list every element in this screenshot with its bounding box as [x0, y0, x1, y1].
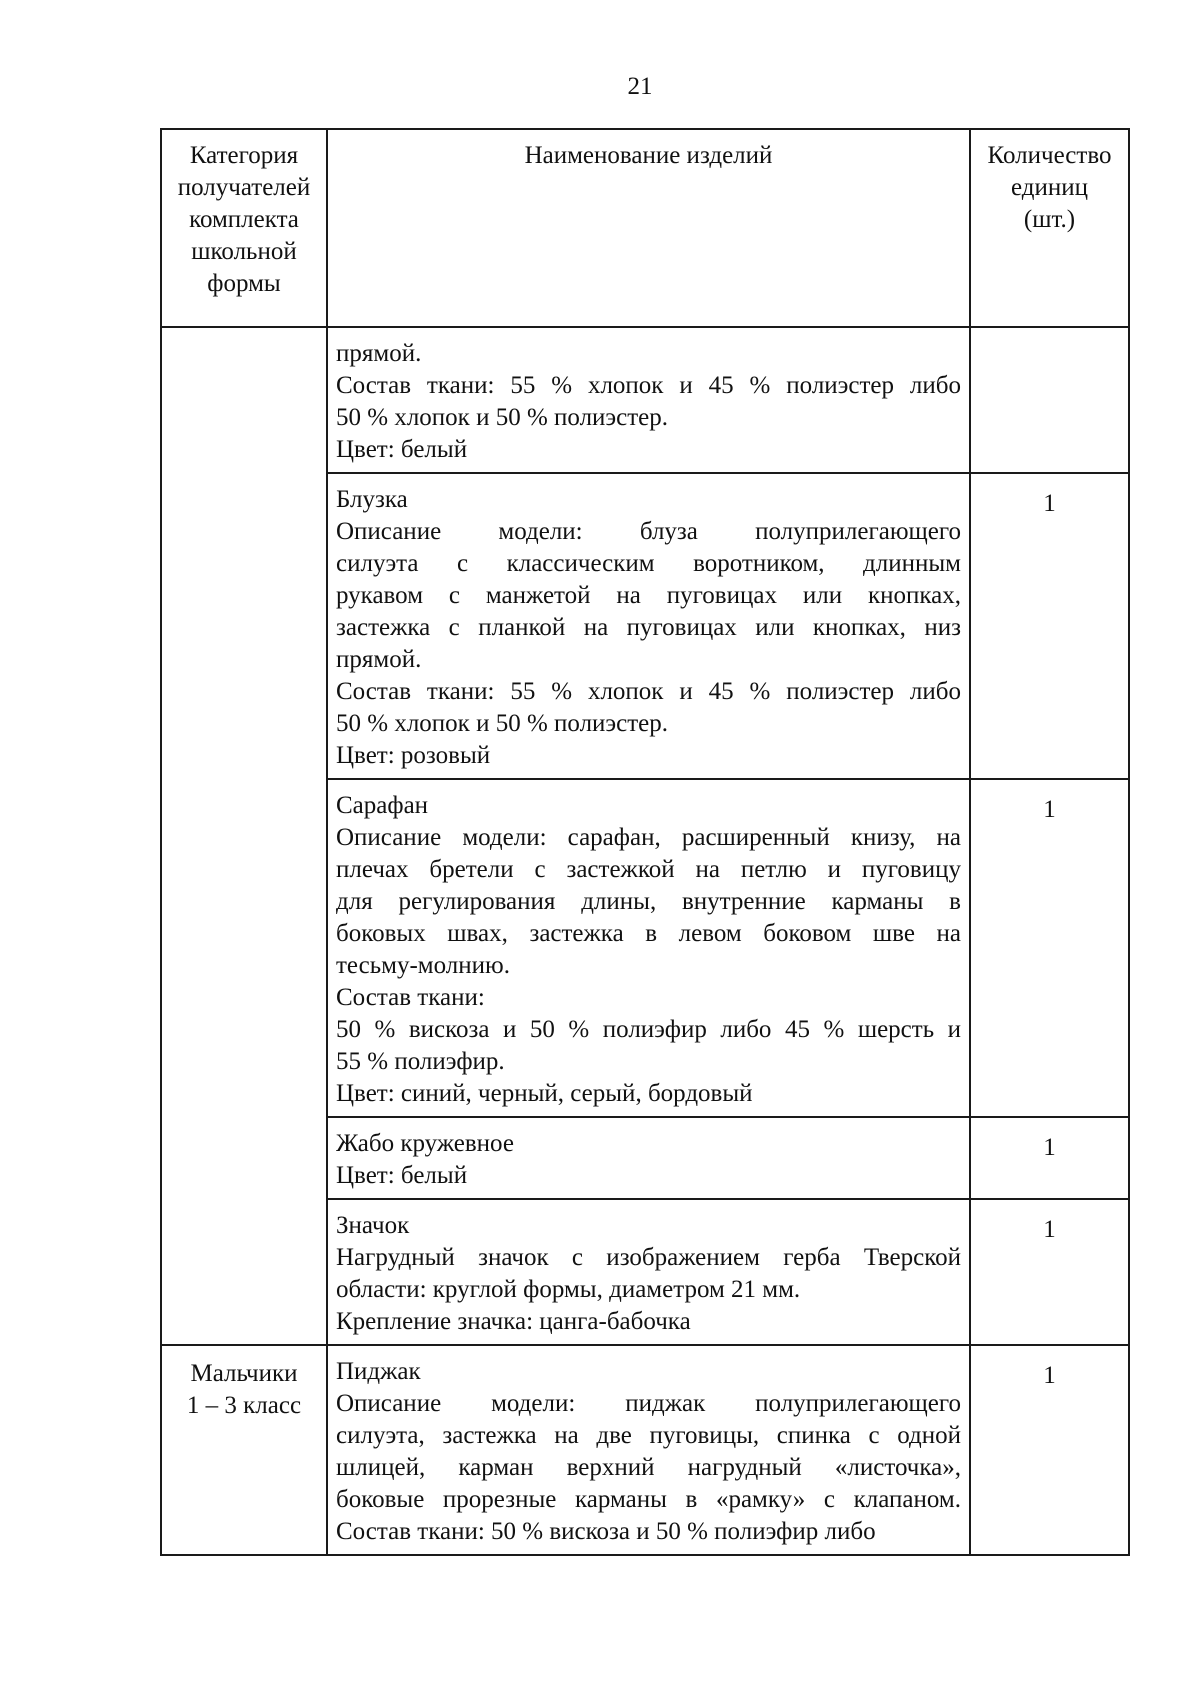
- page-number: 21: [627, 73, 653, 100]
- table-body: [161, 327, 1129, 1555]
- quantity-cell: [970, 327, 1129, 473]
- description-line: рукавом с манжетой на пуговицах или кнопках,: [336, 582, 961, 609]
- description-line: Цвет: синий, черный, серый, бордовый: [336, 1080, 753, 1107]
- description-line: Состав ткани: 50 % вискоза и 50 % полиэфир либо: [336, 1518, 876, 1545]
- description-line: силуэта, застежка на две пуговицы, спинка с одной: [336, 1422, 961, 1449]
- description-line: Пиджак: [336, 1358, 421, 1385]
- quantity-cell: 1: [970, 473, 1129, 779]
- header-quantity: [970, 129, 1129, 327]
- header-quantity-line: (шт.): [1023, 206, 1076, 233]
- header-name-text: Наименование изделий: [524, 142, 773, 169]
- description-line: Значок: [336, 1212, 410, 1239]
- description-line: боковые прорезные карманы в «рамку» с клапаном.: [336, 1486, 961, 1513]
- category-line: 1 – 3 класс: [186, 1392, 302, 1419]
- header-name: [327, 129, 970, 327]
- item-description-cell: [327, 1345, 970, 1555]
- item-description-cell: [327, 327, 970, 473]
- table-row: [161, 1345, 1129, 1555]
- description-line: Жабо кружевное: [336, 1130, 514, 1157]
- header-category-line: формы: [207, 270, 281, 297]
- header-category-line: получателей: [177, 174, 311, 201]
- table-header-row: [161, 129, 1129, 327]
- description-line: Состав ткани:: [336, 984, 485, 1011]
- description-line: Описание модели: сарафан, расширенный книзу, на: [336, 824, 961, 851]
- description-line: Нагрудный значок с изображением герба Тверской: [336, 1244, 961, 1271]
- description-line: Цвет: розовый: [336, 742, 491, 769]
- description-line: Описание модели: пиджак полуприлегающего: [336, 1390, 961, 1417]
- header-category-line: комплекта: [189, 206, 299, 233]
- description-line: шлицей, карман верхний нагрудный «листочка»,: [336, 1454, 961, 1481]
- description-line: Описание модели: блуза полуприлегающего: [336, 518, 961, 545]
- description-line: 50 % хлопок и 50 % полиэстер.: [336, 710, 669, 737]
- description-line: застежка с планкой на пуговицах или кнопках, низ: [336, 614, 961, 641]
- description-line: тесьму-молнию.: [336, 952, 510, 979]
- description-line: Крепление значка: цанга-бабочка: [336, 1308, 691, 1335]
- description-line: боковых швах, застежка в левом боковом шве на: [336, 920, 961, 947]
- description-line: силуэта с классическим воротником, длинным: [336, 550, 961, 577]
- description-line: Блузка: [336, 486, 408, 513]
- table-row: [161, 327, 1129, 473]
- description-line: для регулирования длины, внутренние карманы в: [336, 888, 961, 915]
- header-quantity-line: единиц: [1010, 174, 1088, 201]
- description-line: области: круглой формы, диаметром 21 мм.: [336, 1276, 801, 1303]
- description-line: Сарафан: [336, 792, 429, 819]
- item-description-cell: [327, 779, 970, 1117]
- description-line: плечах бретели с застежкой на петлю и пуговицу: [336, 856, 961, 883]
- category-cell: [161, 327, 327, 1345]
- description-line: 50 % вискоза и 50 % полиэфир либо 45 % шерсть и: [336, 1016, 961, 1043]
- description-line: прямой.: [336, 340, 422, 367]
- header-category-line: Категория: [189, 142, 299, 169]
- goods-table: [160, 128, 1130, 1556]
- item-description-cell: [327, 1199, 970, 1345]
- description-line: 50 % хлопок и 50 % полиэстер.: [336, 404, 669, 431]
- category-line: Мальчики: [190, 1360, 298, 1387]
- header-category: [161, 129, 327, 327]
- category-cell: [161, 1345, 327, 1555]
- header-category-line: школьной: [191, 238, 297, 265]
- description-line: Цвет: белый: [336, 436, 468, 463]
- quantity-cell: 1: [970, 779, 1129, 1117]
- description-line: прямой.: [336, 646, 422, 673]
- description-line: 55 % полиэфир.: [336, 1048, 505, 1075]
- description-line: Состав ткани: 55 % хлопок и 45 % полиэстер либо: [336, 678, 961, 705]
- quantity-cell: 1: [970, 1199, 1129, 1345]
- description-line: Состав ткани: 55 % хлопок и 45 % полиэстер либо: [336, 372, 961, 399]
- quantity-cell: 1: [970, 1345, 1129, 1555]
- description-line: Цвет: белый: [336, 1162, 468, 1189]
- quantity-cell: 1: [970, 1117, 1129, 1199]
- header-quantity-line: Количество: [987, 142, 1112, 169]
- item-description-cell: [327, 1117, 970, 1199]
- item-description-cell: [327, 473, 970, 779]
